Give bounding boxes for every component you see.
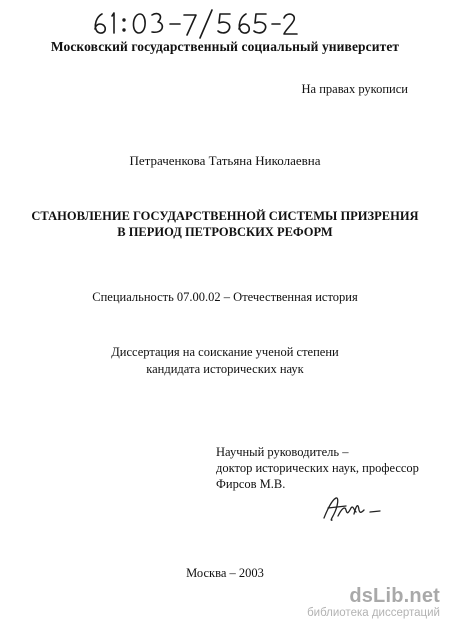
scientific-supervisor xyxy=(216,444,419,492)
title-line-2: В ПЕРИОД ПЕТРОВСКИХ РЕФОРМ xyxy=(117,225,333,239)
supervisor-line-1: Научный руководитель – xyxy=(216,445,349,459)
archive-number-handwriting xyxy=(88,6,302,40)
degree-line-1: Диссертация на соискание ученой степени xyxy=(111,345,339,359)
watermark-subtitle: библиотека диссертаций xyxy=(307,607,440,619)
library-watermark xyxy=(307,585,440,620)
watermark-brand: dsLib.net xyxy=(349,585,440,607)
degree-statement xyxy=(0,344,450,378)
handwritten-signature xyxy=(318,492,384,526)
handwritten-archive-number xyxy=(88,6,302,40)
manuscript-rights-note: На правах рукописи xyxy=(301,82,408,96)
signature-scribble xyxy=(318,492,384,526)
university-name: Московский государственный социальный университет xyxy=(50,39,400,54)
title-line-1: СТАНОВЛЕНИЕ ГОСУДАРСТВЕННОЙ СИСТЕМЫ ПРИЗРЕНИЯ xyxy=(31,209,419,223)
dissertation-title xyxy=(0,208,450,240)
degree-line-2: кандидата исторических наук xyxy=(146,362,304,376)
city-and-year: Москва – 2003 xyxy=(186,566,264,580)
author-name: Петраченкова Татьяна Николаевна xyxy=(129,153,321,168)
specialty-line: Специальность 07.00.02 – Отечественная история xyxy=(92,290,358,304)
supervisor-name: Фирсов М.В. xyxy=(216,477,286,491)
supervisor-line-2: доктор исторических наук, профессор xyxy=(216,461,419,475)
